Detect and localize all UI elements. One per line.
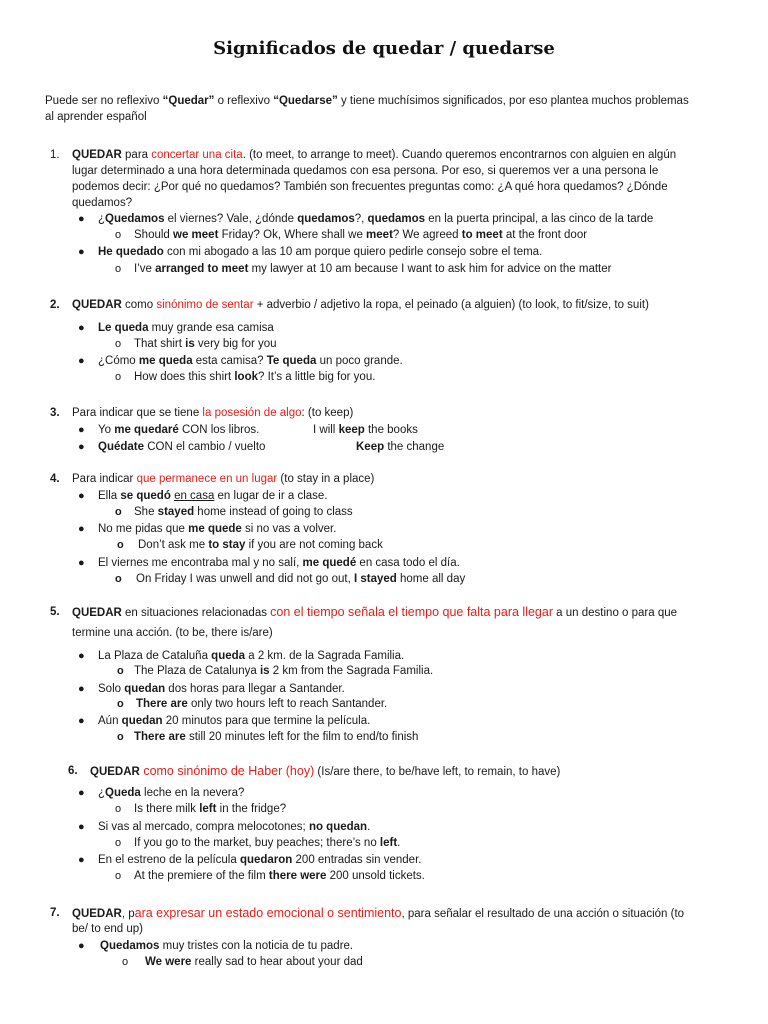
s3-bullet-1: Yo me quedaré CON los libros. [98, 424, 260, 436]
s4-sub-3: On Friday I was unwell and did not go out, I stayed home all day [136, 573, 466, 585]
s6-bullet-3: En el estreno de la película quedaron 200 entradas sin vender. [98, 854, 422, 866]
sub-bullet-marker: o [117, 731, 124, 743]
section-6-number: 6. [68, 765, 78, 777]
section-1-text-4: quedamos? [72, 197, 133, 209]
s1-bullet-2: He quedado con mi abogado a las 10 am porque quiero pedirle consejo sobre el tema. [98, 246, 543, 258]
bullet-marker: ● [78, 424, 85, 436]
section-6-heading: QUEDAR como sinónimo de Haber (hoy) (Is/are there, to be/have left, to remain, to have) [90, 764, 561, 778]
s2-sub-2: How does this shirt look? It’s a little big for you. [134, 371, 376, 383]
s5-sub-3: There are still 20 minutes left for the film to end/to finish [134, 731, 419, 743]
bullet-marker: ● [78, 523, 85, 535]
s6-bullet-1: ¿Queda leche en la nevera? [98, 787, 245, 799]
section-7-heading: QUEDAR, para expresar un estado emocional o sentimiento, para señalar el resultado de una acción o situación (to [72, 906, 685, 920]
bullet-marker: ● [78, 821, 85, 833]
sub-bullet-marker: o [115, 573, 122, 585]
bullet-marker: ● [78, 715, 85, 727]
bullet-marker: ● [78, 940, 85, 952]
section-7-number: 7. [50, 907, 60, 919]
s6-sub-1: Is there milk left in the fridge? [134, 803, 287, 815]
section-5-heading: QUEDAR en situaciones relacionadas con el tiempo señala el tiempo que falta para llegar a un destino o para que [72, 605, 678, 619]
intro-line-1: Puede ser no reflexivo “Quedar” o reflexivo “Quedarse” y tiene muchísimos significados, por eso plantea muchos problemas [45, 95, 689, 107]
s4-bullet-2: No me pidas que me quede si no vas a volver. [98, 523, 337, 535]
s2-bullet-2: ¿Cómo me queda esta camisa? Te queda un poco grande. [98, 355, 403, 367]
s5-bullet-3: Aún quedan 20 minutos para que termine la película. [98, 715, 371, 727]
s1-sub-1: Should we meet Friday? Ok, Where shall we meet? We agreed to meet at the front door [134, 229, 588, 241]
s4-sub-2: Don’t ask me to stay if you are not coming back [138, 539, 383, 551]
sub-bullet-marker: o [117, 698, 124, 710]
page-title: Significados de quedar / quedarse [213, 38, 555, 59]
sub-bullet-marker: o [115, 870, 122, 882]
s3-bullet-2: Quédate CON el cambio / vuelto [98, 441, 266, 453]
s5-bullet-1: La Plaza de Cataluña queda a 2 km. de la Sagrada Familia. [98, 650, 405, 662]
section-1-text-2: lugar determinado a una hora determinada quedamos con esa persona. Por eso, si queremos ver a una persona le [72, 165, 659, 177]
bullet-marker: ● [78, 355, 85, 367]
sub-bullet-marker: o [115, 371, 122, 383]
sub-bullet-marker: o [115, 338, 122, 350]
bullet-marker: ● [78, 213, 85, 225]
s7-sub-1: We were really sad to hear about your dad [145, 956, 363, 968]
section-3-heading: Para indicar que se tiene la posesión de algo: (to keep) [72, 407, 354, 419]
sub-bullet-marker: o [115, 229, 122, 241]
bullet-marker: ● [78, 854, 85, 866]
s5-bullet-2: Solo quedan dos horas para llegar a Santander. [98, 683, 345, 695]
s3-bullet-1-translation: I will keep the books [313, 424, 418, 436]
s3-bullet-2-translation: Keep the change [356, 441, 445, 453]
s2-bullet-1: Le queda muy grande esa camisa [98, 322, 274, 334]
section-2-heading: QUEDAR como sinónimo de sentar + adverbio / adjetivo la ropa, el peinado (a alguien) (to look, to fit/size, to suit) [72, 299, 649, 311]
bullet-marker: ● [78, 557, 85, 569]
bullet-marker: ● [78, 787, 85, 799]
s4-bullet-1: Ella se quedó en casa en lugar de ir a clase. [98, 490, 328, 502]
section-7-text-2: be/ to end up) [72, 923, 143, 935]
sub-bullet-marker: o [115, 506, 122, 518]
bullet-marker: ● [78, 322, 85, 334]
section-5-number: 5. [50, 606, 60, 618]
sub-bullet-marker: o [115, 803, 122, 815]
s7-bullet-1: Quedamos muy tristes con la noticia de tu padre. [100, 940, 354, 952]
s1-bullet-1: ¿Quedamos el viernes? Vale, ¿dónde quedamos?, quedamos en la puerta principal, a las cinco de la tarde [98, 213, 654, 225]
sub-bullet-marker: o [122, 956, 129, 968]
section-5-text-2: termine una acción. (to be, there is/are) [72, 627, 273, 639]
s2-sub-1: That shirt is very big for you [134, 338, 277, 350]
sub-bullet-marker: o [115, 263, 122, 275]
s5-sub-1: The Plaza de Catalunya is 2 km from the Sagrada Familia. [134, 665, 434, 677]
section-4-heading: Para indicar que permanece en un lugar (to stay in a place) [72, 473, 375, 485]
sub-bullet-marker: o [117, 665, 124, 677]
bullet-marker: ● [78, 246, 85, 258]
bullet-marker: ● [78, 683, 85, 695]
s6-sub-2: If you go to the market, buy peaches; there’s no left. [134, 837, 401, 849]
s4-bullet-3: El viernes me encontraba mal y no salí, me quedé en casa todo el día. [98, 557, 460, 569]
s4-sub-1: She stayed home instead of going to class [134, 506, 353, 518]
s6-sub-3: At the premiere of the film there were 200 unsold tickets. [134, 870, 425, 882]
intro-line-2: al aprender español [45, 111, 147, 123]
bullet-marker: ● [78, 490, 85, 502]
sub-bullet-marker: o [115, 837, 122, 849]
s1-sub-2: I’ve arranged to meet my lawyer at 10 am because I want to ask him for advice on the matter [134, 263, 612, 275]
s6-bullet-2: Si vas al mercado, compra melocotones; no quedan. [98, 821, 371, 833]
section-3-number: 3. [50, 407, 60, 419]
section-2-number: 2. [50, 299, 60, 311]
section-4-number: 4. [50, 473, 60, 485]
section-1-text-3: podemos decir: ¿Por qué no quedamos? También son frecuentes preguntas como: ¿A qué hora quedamos? ¿Dónde [72, 181, 668, 193]
sub-bullet-marker: o [117, 539, 124, 551]
s5-sub-2: There are only two hours left to reach Santander. [136, 698, 388, 710]
section-1-number: 1. [50, 149, 60, 161]
bullet-marker: ● [78, 650, 85, 662]
section-1-heading: QUEDAR para concertar una cita. (to meet, to arrange to meet). Cuando queremos encontrarnos con alguien en algún [72, 149, 677, 161]
bullet-marker: ● [78, 441, 85, 453]
